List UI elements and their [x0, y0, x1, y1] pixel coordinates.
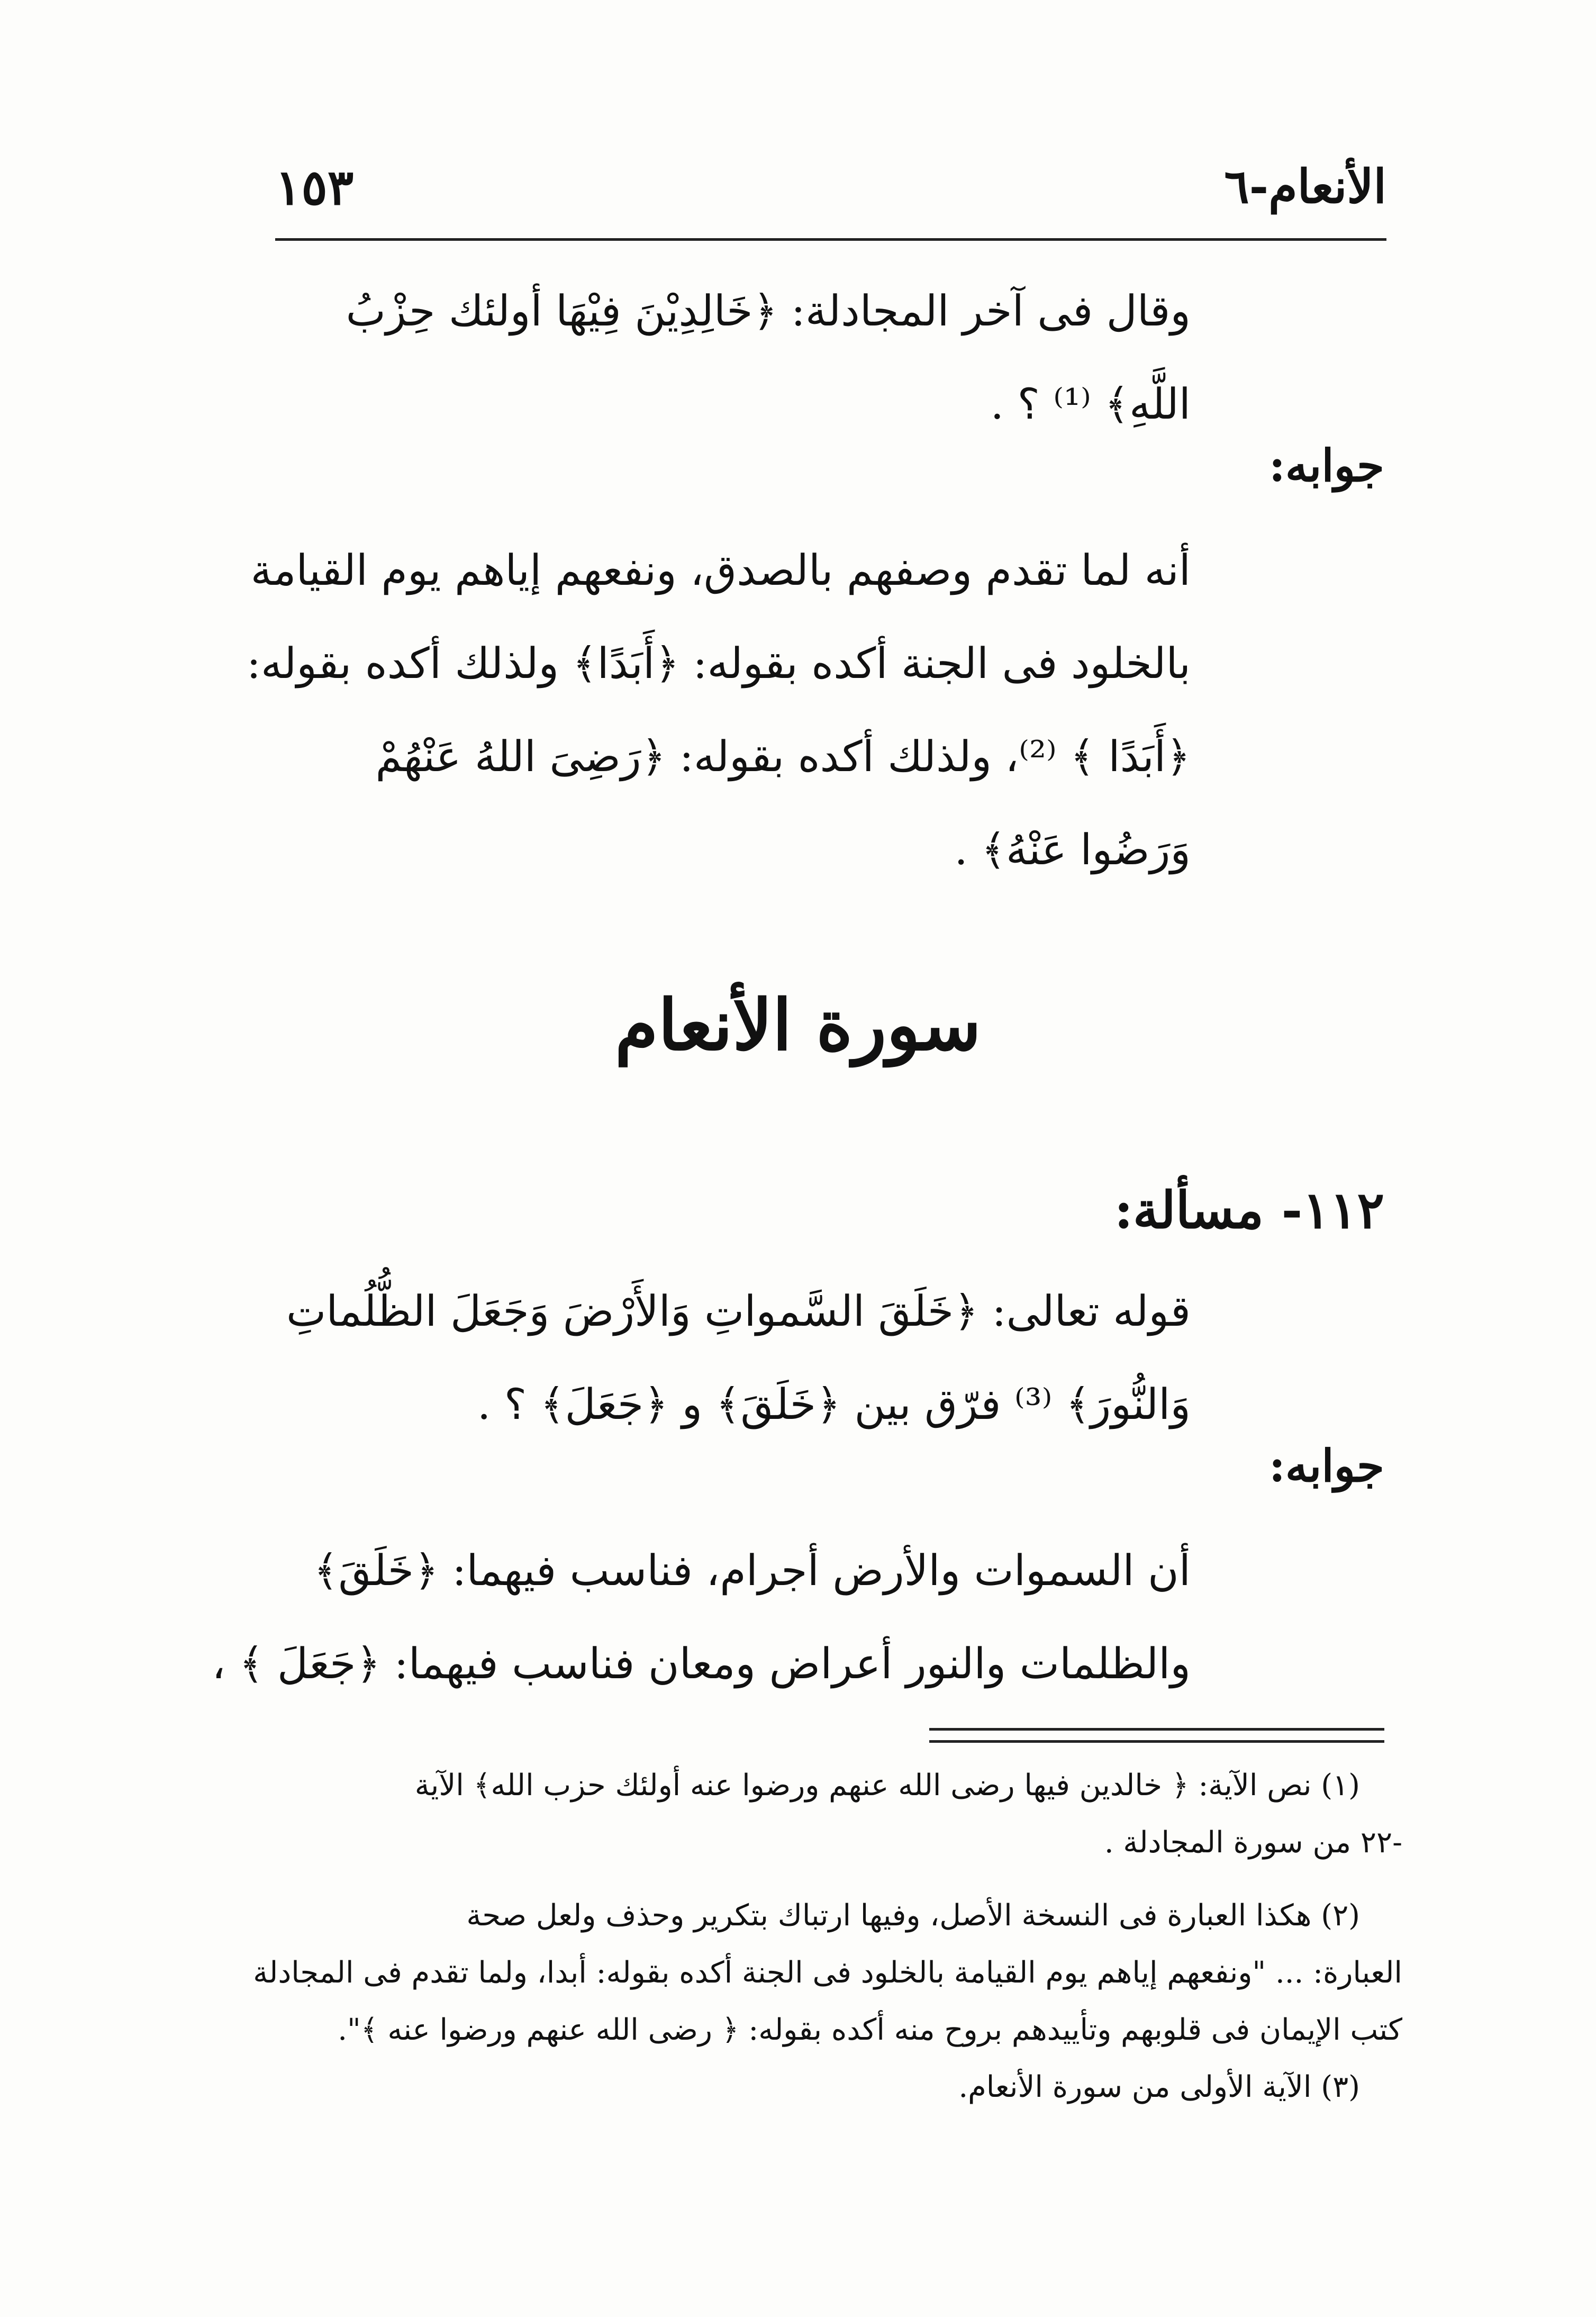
header-divider — [275, 238, 1386, 241]
text-line: وَالنُّورَ﴾ ⁽³⁾ فرّق بين ﴿خَلَقَ﴾ و ﴿جَعَلَ﴾ ؟ . — [477, 1380, 1191, 1429]
surah-title: سورة الأنعام — [615, 984, 981, 1066]
footnote-divider — [929, 1740, 1384, 1743]
text-line: قوله تعالى: ﴿خَلَقَ السَّمواتِ وَالأَرْضَ وَجَعَلَ الظُّلُماتِ — [286, 1287, 1191, 1336]
text-line: بالخلود فى الجنة أكده بقوله: ﴿أَبَدًا﴾ ولذلك أكده بقوله: — [247, 639, 1191, 688]
page-header — [275, 159, 1386, 228]
text-line: اللَّهِ﴾ ⁽¹⁾ ؟ . — [990, 379, 1191, 429]
text-line: أن السموات والأرض أجرام، فناسب فيهما: ﴿خَلَقَ﴾ — [313, 1546, 1191, 1595]
text-line: وقال فى آخر المجادلة: ﴿خَالِدِيْنَ فِيْهَا أولئك حِزْبُ — [346, 286, 1191, 336]
text-line: أنه لما تقدم وصفهم بالصدق، ونفعهم إياهم يوم القيامة — [250, 546, 1191, 595]
answer-body — [212, 1524, 1191, 1710]
footnote-1-line: -٢٢ من سورة المجادلة . — [1104, 1825, 1402, 1860]
footnote-1-line: (١) نص الآية: ﴿ خالدين فيها رضى الله عنهم ورضوا عنه أولئك حزب الله﴾ الآية — [414, 1768, 1360, 1803]
text-line: وَرَضُوا عَنْهُ﴾ . — [954, 825, 1191, 874]
question-heading: ١١٢- مسألة: — [1114, 1180, 1384, 1240]
page-number: ١٥٣ — [275, 159, 354, 216]
footnote-2-line: العبارة: ... "ونفعهم إياهم يوم القيامة بالخلود فى الجنة أكده بقوله: أبدا، ولما تقدم فى المجادلة — [253, 1956, 1402, 1990]
footnote-3-line: (٣) الآية الأولى من سورة الأنعام. — [958, 2070, 1360, 2104]
footnote-2-line: كتب الإيمان فى قلوبهم وتأييدهم بروح منه أكده بقوله: ﴿ رضى الله عنهم ورضوا عنه ﴾". — [338, 2013, 1402, 2047]
answer-body — [247, 524, 1191, 897]
text-line: والظلمات والنور أعراض ومعان فناسب فيهما: ﴿جَعَلَ ﴾ ، — [212, 1639, 1191, 1688]
answer-label: جوابه: — [1268, 439, 1384, 492]
question-continuation — [280, 265, 1191, 451]
text-line: ﴿أَبَدًا ﴾ ⁽²⁾، ولذلك أكده بقوله: ﴿رَضِىَ اللهُ عَنْهُمْ — [375, 732, 1191, 781]
answer-label: جوابه: — [1268, 1440, 1384, 1492]
footnote-2-line: (٢) هكذا العبارة فى النسخة الأصل، وفيها ارتباك بتكرير وحذف ولعل صحة — [466, 1898, 1360, 1933]
question-body — [280, 1265, 1191, 1451]
running-head-chapter: الأنعام-٦ — [1224, 159, 1386, 214]
footnote-divider — [929, 1728, 1384, 1731]
footnotes — [253, 1757, 1402, 2116]
